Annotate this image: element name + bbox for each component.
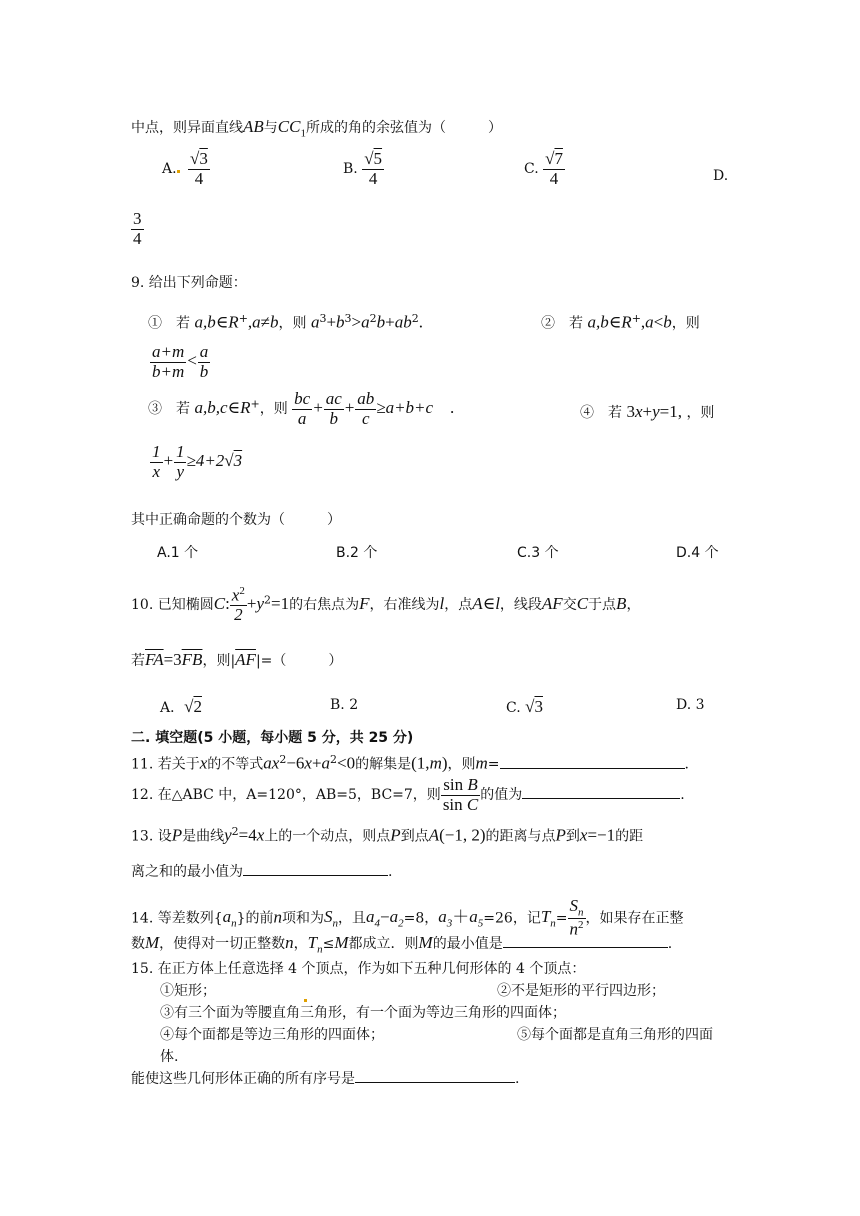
q9-prop-4-inequality: $\frac{1}{x}$ + $\frac{1}{y}$ ≥4+2√3	[152, 442, 243, 481]
q13-line2: 离之和的最小值为 .	[131, 861, 392, 881]
q12-answer-blank[interactable]	[522, 784, 680, 799]
q9-prop-1: ① 若 a,b∈R+,a≠b，则 $a^3+b^3>a^2b+ab^2$.	[148, 312, 423, 332]
q9-prop-3: ③ 若 a,b,c∈R+，则 $\frac{bc}{a}$ + $\frac{ac}{b}$ + $\frac{ab}{c}$ ≥a+b+c .	[148, 389, 455, 428]
q8-stem: 中点，则异面直线AB与$CC_1$所成的角的余弦值为（ ）	[131, 117, 502, 140]
q15-title: 15. 在正方体上任意选择 4 个顶点，作为如下五种几何形体的 4 个顶点：	[131, 961, 586, 977]
q9-prop-2-inequality: $\frac{a+m}{b+m}$ < $\frac{a}{b}$	[152, 342, 209, 381]
section-2-title: 二. 填空题(5 小题，每小题 5 分，共 25 分)	[131, 730, 414, 746]
q15-item-4: ④每个面都是等边三角形的四面体；	[160, 1027, 384, 1043]
q15-item-3: ③有三个面为等腰直角三角形，有一个面为等边三角形的四面体；	[160, 1005, 566, 1021]
q9-option-a: A.1 个	[157, 545, 199, 561]
q8-option-a: A. $\frac{√3}{4}$	[162, 149, 208, 188]
q9-option-d: D.4 个	[676, 545, 719, 561]
q15-answer: 能使这些几何形体正确的所有序号是 .	[131, 1068, 519, 1088]
q10-condition: 若$\overline{FA}=3\overline{FB}$，则$|\overline{AF}|=$（ ）	[131, 650, 343, 669]
q11-answer-blank[interactable]	[500, 754, 685, 769]
q9-count-question: 其中正确命题的个数为（ ）	[131, 512, 341, 528]
q14-line2: 数M，使得对一切正整数n，$T_n\le M$都成立．则M的最小值是 .	[131, 933, 673, 956]
q15-item-2: ②不是矩形的平行四边形；	[497, 983, 665, 999]
q11: 11. 若关于x的不等式$ax^2-6x+a^2<0$的解集是(1,m)，则m= .	[131, 753, 689, 773]
q15-item-5: ⑤每个面都是直角三角形的四面	[517, 1027, 713, 1043]
q8-option-b: B. $\frac{√5}{4}$	[343, 149, 383, 188]
q9-prop-4: ④ 若 3x+y=1, ，则	[580, 402, 715, 421]
q9-option-b: B.2 个	[336, 545, 378, 561]
q14-answer-blank[interactable]	[503, 933, 668, 948]
q10-option-a: A．√2	[160, 697, 202, 716]
q8-option-c: C. $\frac{√7}{4}$	[524, 149, 563, 188]
q9-title: 9. 给出下列命题：	[131, 275, 247, 291]
q15-item-1: ①矩形；	[160, 983, 216, 999]
q9-prop-2: ② 若 a,b∈R+,a<b，则	[541, 312, 700, 332]
q15-item-5-cont: 体.	[160, 1049, 179, 1065]
q10-option-c: C. √3	[506, 697, 543, 716]
q12: 12. 在△ABC 中，A=120°，AB=5，BC=7，则 $\frac{\text{sin B}}{\text{sin C}}$ 的值为 .	[131, 775, 685, 814]
q14-line1: 14. 等差数列$\{a_n\}$的前n项和为$S_n$，且$a_4-a_2=8$，$a_3+a_5=26$，记$T_n=$ $\frac{S_n}{n^2}$ ，如果存在正整	[131, 896, 684, 940]
q10-stem: 10. 已知椭圆C: $\frac{x^2}{2}$ $+y^2=1$的右焦点为F，右准线为l，点A∈l，线段AF交C于点B，	[131, 585, 641, 625]
q8-option-d-value: $\frac{3}{4}$	[133, 209, 142, 248]
q13-line1: 13. 设P是曲线$y^2=4x$上的一个动点，则点P到点A(−1, 2)的距离与点P到x=−1的距	[131, 825, 644, 845]
q9-option-c: C.3 个	[517, 545, 559, 561]
q15-answer-blank[interactable]	[355, 1068, 515, 1083]
q10-option-d: D. 3	[676, 697, 705, 713]
q13-answer-blank[interactable]	[243, 861, 388, 876]
q8-option-d-label: D.	[713, 168, 729, 184]
q10-option-b: B. 2	[330, 697, 359, 713]
